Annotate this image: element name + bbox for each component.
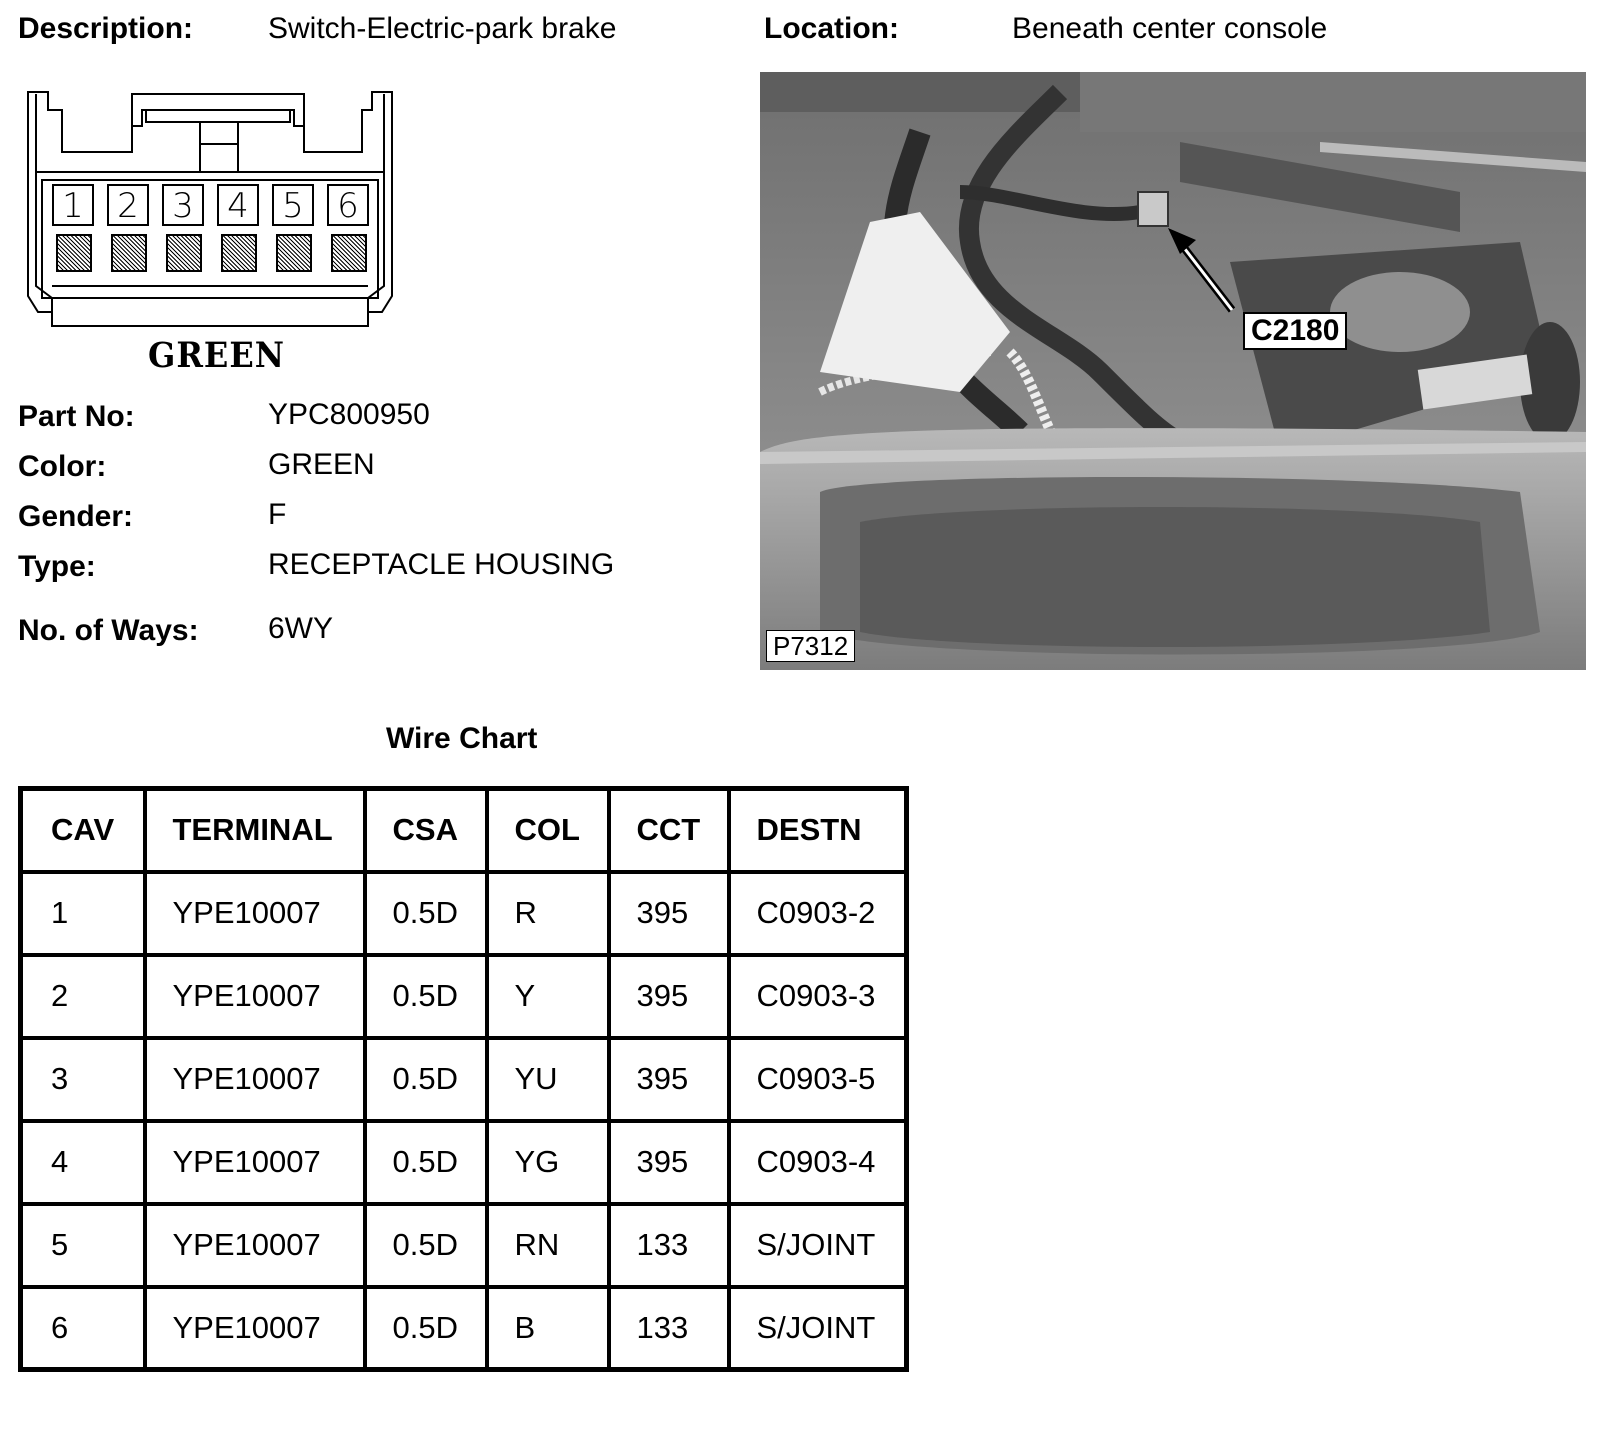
detail-label: Gender: [18, 500, 134, 533]
table-cell: 0.5D [365, 1038, 487, 1121]
table-cell: 6 [21, 1287, 145, 1370]
table-cell: C0903-4 [729, 1121, 907, 1204]
connector-diagram [22, 86, 412, 351]
pin-number-box: 3 [162, 184, 204, 226]
table-cell: 1 [21, 872, 145, 955]
table-cell: S/JOINT [729, 1287, 907, 1370]
pin-number-box: 2 [107, 184, 149, 226]
table-cell: 395 [609, 955, 729, 1038]
pin-cavity [331, 234, 367, 272]
table-cell: 0.5D [365, 872, 487, 955]
table-row [21, 955, 907, 1038]
column-header: TERMINAL [145, 789, 365, 872]
wire-chart-body [21, 872, 907, 1370]
table-row [21, 1038, 907, 1121]
table-cell: 5 [21, 1204, 145, 1287]
table-cell: YPE10007 [145, 1121, 365, 1204]
location-value: Beneath center console [1012, 12, 1328, 45]
pin-number-box: 1 [52, 184, 94, 226]
pin-cavity [276, 234, 312, 272]
pin-number-box: 5 [272, 184, 314, 226]
location-label: Location: [764, 12, 899, 45]
wire-chart-title: Wire Chart [386, 722, 538, 755]
table-cell: YU [487, 1038, 609, 1121]
detail-value: F [268, 498, 287, 531]
pin-cavity [111, 234, 147, 272]
photo-reference-id: P7312 [766, 630, 855, 662]
table-cell: C0903-3 [729, 955, 907, 1038]
pin-cavity [56, 234, 92, 272]
table-cell: 4 [21, 1121, 145, 1204]
detail-value: GREEN [268, 448, 375, 481]
table-cell: YG [487, 1121, 609, 1204]
connector-callout-label: C2180 [1243, 312, 1347, 350]
wire-chart-header-row [21, 789, 907, 872]
pin-number-box: 4 [217, 184, 259, 226]
table-cell: RN [487, 1204, 609, 1287]
table-row [21, 1204, 907, 1287]
wire-chart-table [18, 786, 909, 1372]
table-cell: YPE10007 [145, 1287, 365, 1370]
column-header: COL [487, 789, 609, 872]
table-cell: 395 [609, 1121, 729, 1204]
table-cell: 395 [609, 1038, 729, 1121]
table-cell: 133 [609, 1287, 729, 1370]
table-cell: YPE10007 [145, 1204, 365, 1287]
detail-label: No. of Ways: [18, 614, 199, 647]
table-cell: YPE10007 [145, 955, 365, 1038]
column-header: CSA [365, 789, 487, 872]
detail-label: Color: [18, 450, 107, 483]
table-cell: S/JOINT [729, 1204, 907, 1287]
table-cell: YPE10007 [145, 872, 365, 955]
column-header: CCT [609, 789, 729, 872]
detail-value: 6WY [268, 612, 334, 645]
table-cell: C0903-5 [729, 1038, 907, 1121]
table-cell: 0.5D [365, 1287, 487, 1370]
table-cell: R [487, 872, 609, 955]
table-cell: 0.5D [365, 955, 487, 1038]
table-cell: B [487, 1287, 609, 1370]
table-row [21, 1287, 907, 1370]
table-cell: 0.5D [365, 1121, 487, 1204]
table-cell: YPE10007 [145, 1038, 365, 1121]
location-photo [760, 72, 1586, 670]
table-cell: Y [487, 955, 609, 1038]
column-header: CAV [21, 789, 145, 872]
detail-value: YPC800950 [268, 398, 430, 431]
pin-cavity [166, 234, 202, 272]
table-cell: 133 [609, 1204, 729, 1287]
connector-color-caption: GREEN [148, 334, 285, 376]
detail-label: Type: [18, 550, 96, 583]
column-header: DESTN [729, 789, 907, 872]
pin-cavity [221, 234, 257, 272]
table-row [21, 1121, 907, 1204]
table-cell: 3 [21, 1038, 145, 1121]
table-cell: 395 [609, 872, 729, 955]
description-label: Description: [18, 12, 194, 45]
table-cell: C0903-2 [729, 872, 907, 955]
detail-label: Part No: [18, 400, 135, 433]
description-value: Switch-Electric-park brake [268, 12, 617, 45]
detail-value: RECEPTACLE HOUSING [268, 548, 615, 581]
photo-illustration [760, 72, 1586, 670]
pin-number-box: 6 [327, 184, 369, 226]
table-cell: 2 [21, 955, 145, 1038]
table-cell: 0.5D [365, 1204, 487, 1287]
table-row [21, 872, 907, 955]
